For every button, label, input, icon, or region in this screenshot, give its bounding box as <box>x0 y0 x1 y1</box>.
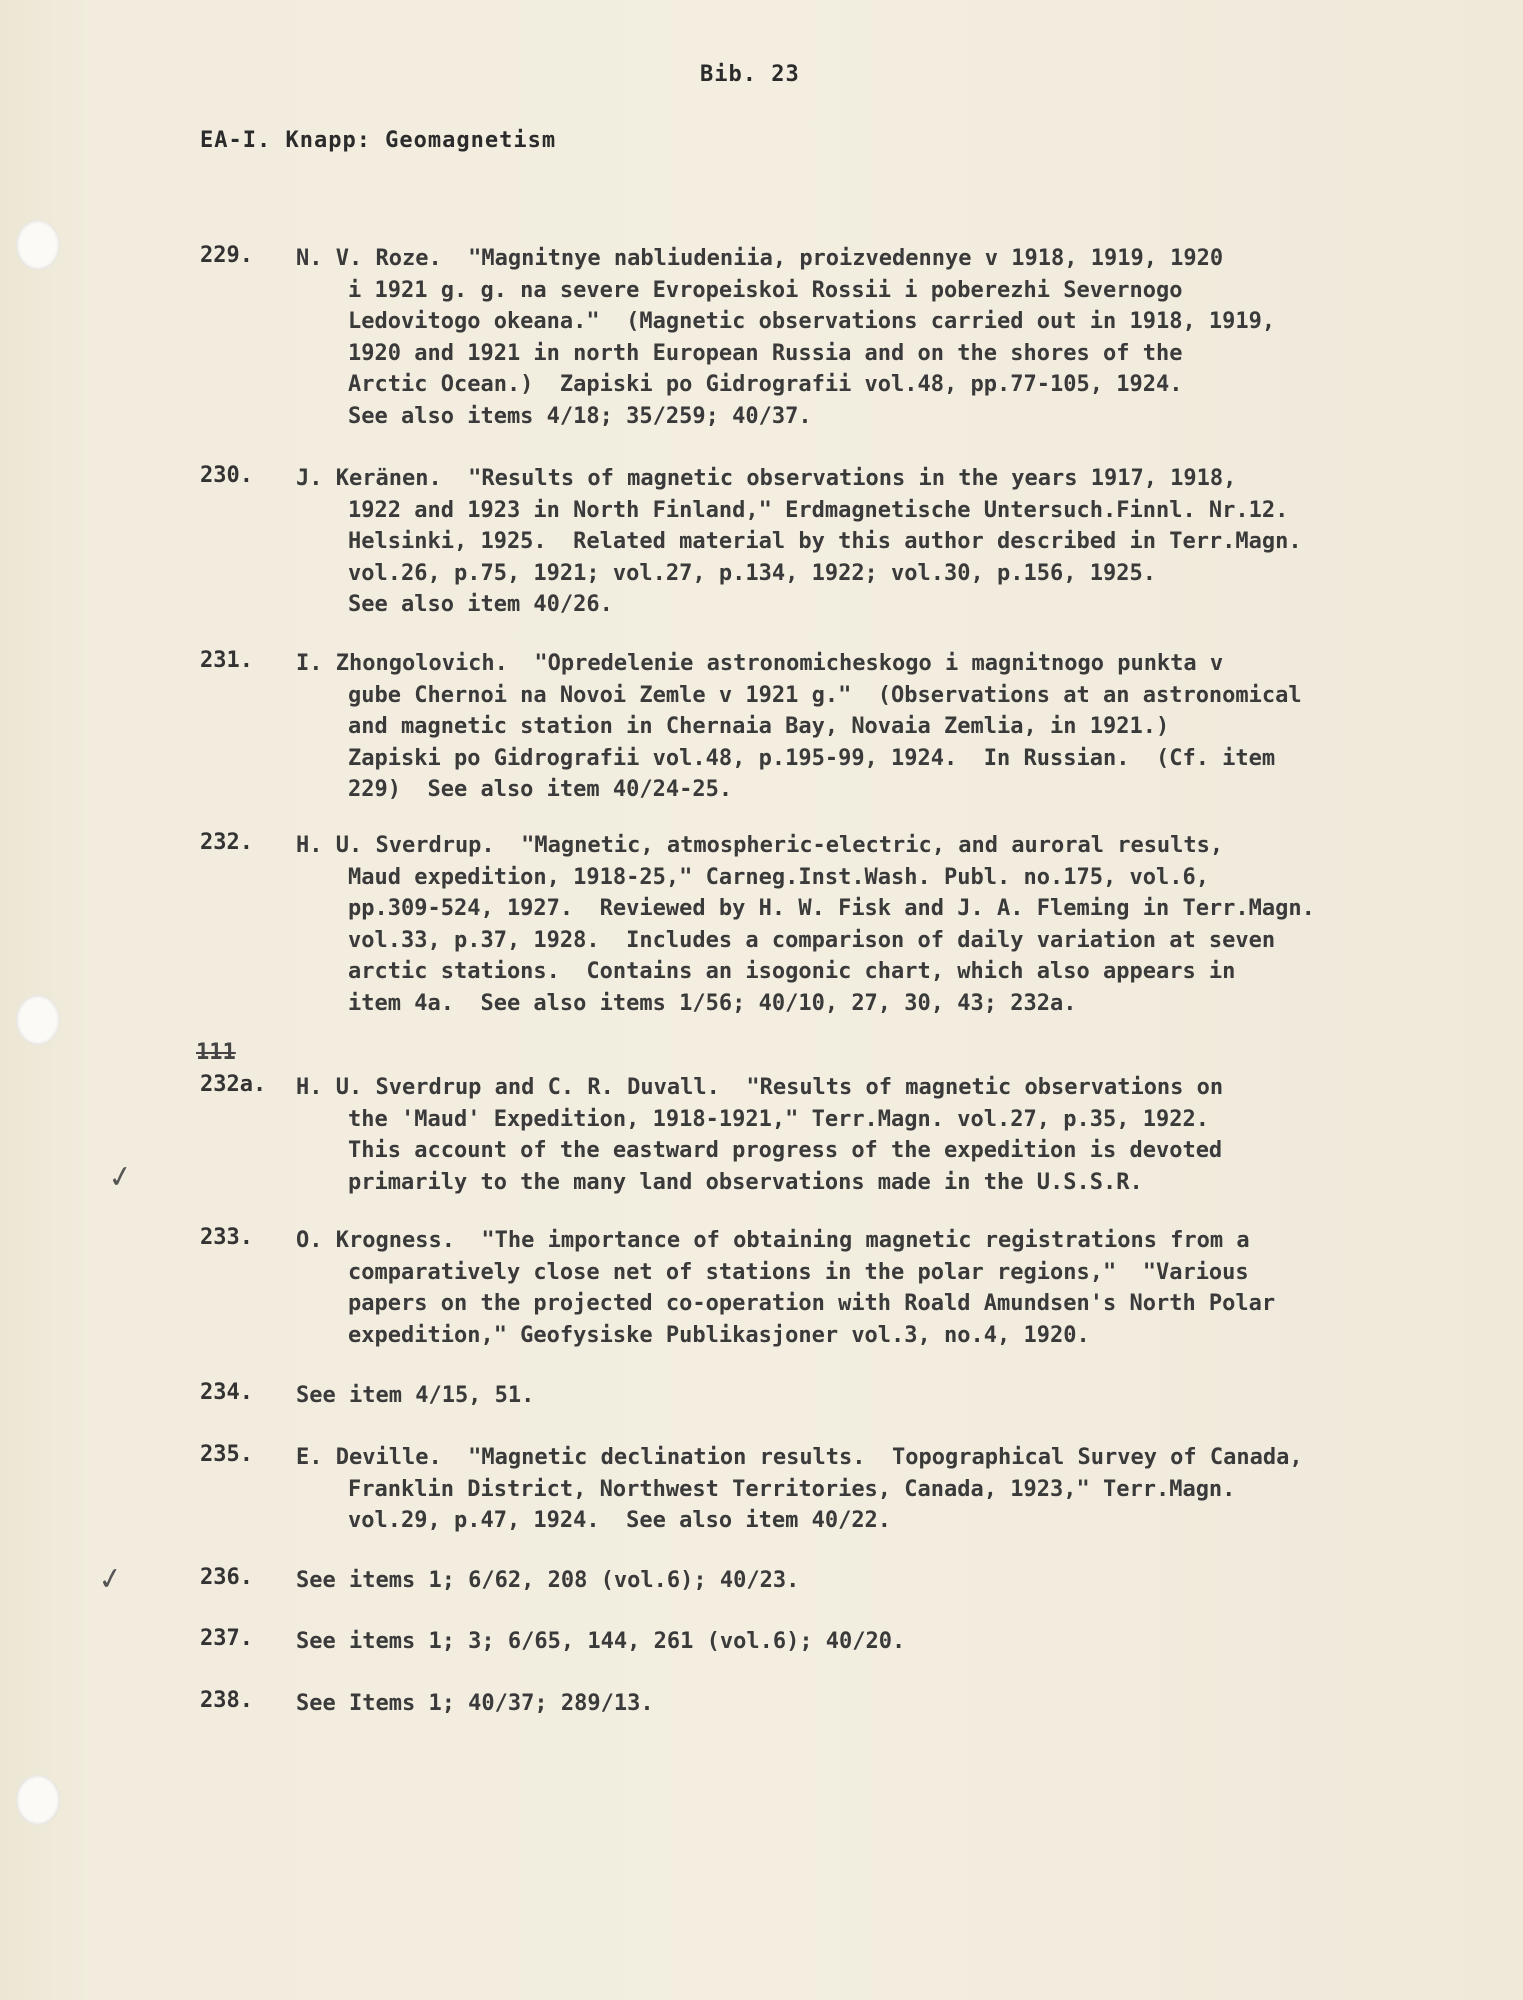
punch-hole <box>16 1775 60 1825</box>
entry-line: 1920 and 1921 in north European Russia and on the shores of the <box>348 340 1183 366</box>
entry-line: See also item 40/26. <box>348 592 613 617</box>
entry-number: 229. <box>200 243 253 268</box>
entry-text <box>296 1225 1458 1351</box>
entry-line: vol.29, p.47, 1924. See also item 40/22. <box>348 1508 892 1533</box>
entry-line: Maud expedition, 1918-25," Carneg.Inst.Wash. Publ. no.175, vol.6, <box>348 864 1209 890</box>
entry-number: 233. <box>200 1225 253 1250</box>
entry-text <box>296 1380 1458 1412</box>
entry-line: vol.26, p.75, 1921; vol.27, p.134, 1922; vol.30, p.156, 1925. <box>348 560 1156 586</box>
entry-text <box>296 1072 1458 1198</box>
entry-text <box>296 830 1458 1019</box>
section-title: EA-I. Knapp: Geomagnetism <box>200 128 557 153</box>
page-reference: Bib. 23 <box>700 62 800 87</box>
entry-line: the 'Maud' Expedition, 1918-1921," Terr.Magn. vol.27, p.35, 1922. <box>348 1106 1209 1132</box>
entry-number: 236. <box>200 1565 253 1590</box>
entry-line: N. V. Roze. "Magnitnye nabliudeniia, proizvedennye v 1918, 1919, 1920 <box>296 246 1224 271</box>
entry-line: O. Krogness. "The importance of obtaining magnetic registrations from a <box>296 1228 1250 1253</box>
entry-line: 229) See also item 40/24-25. <box>348 777 733 802</box>
check-mark-icon: ✓ <box>105 1158 136 1197</box>
entry-line: primarily to the many land observations made in the U.S.S.R. <box>348 1169 1143 1195</box>
entry-number: 238. <box>200 1688 253 1713</box>
entry-line: I. Zhongolovich. "Opredelenie astronomicheskogo i magnitnogo punkta v <box>296 651 1224 676</box>
check-mark-icon: ✓ <box>95 1560 126 1599</box>
entry-line: Ledovitogo okeana." (Magnetic observations carried out in 1918, 1919, <box>348 309 1276 334</box>
entry-number: 237. <box>200 1626 253 1651</box>
entry-line: vol.33, p.37, 1928. Includes a comparison of daily variation at seven <box>348 927 1276 953</box>
entry-text <box>296 243 1458 432</box>
entry-line: Arctic Ocean.) Zapiski po Gidrografii vol.48, pp.77-105, 1924. <box>348 372 1183 397</box>
entry-line: See items 1; 6/62, 208 (vol.6); 40/23. <box>296 1568 800 1593</box>
entry-line: H. U. Sverdrup and C. R. Duvall. "Results of magnetic observations on <box>296 1075 1224 1100</box>
entry-text <box>296 1626 1458 1658</box>
entry-number: 235. <box>200 1442 253 1467</box>
entry-number: 234. <box>200 1380 253 1405</box>
entry-line: J. Keränen. "Results of magnetic observations in the years 1917, 1918, <box>296 466 1237 491</box>
entry-line: Franklin District, Northwest Territories, Canada, 1923," Terr.Magn. <box>348 1476 1236 1502</box>
entry-line: See also items 4/18; 35/259; 40/37. <box>348 403 812 429</box>
entry-line: item 4a. See also items 1/56; 40/10, 27, 30, 43; 232a. <box>348 990 1077 1016</box>
entry-line: i 1921 g. g. na severe Evropeiskoi Rossii i poberezhi Severnogo <box>348 277 1183 303</box>
entry-line: H. U. Sverdrup. "Magnetic, atmospheric-electric, and auroral results, <box>296 833 1224 858</box>
struck-margin-mark: 111 <box>196 1040 236 1065</box>
entry-text <box>296 648 1458 806</box>
entry-line: arctic stations. Contains an isogonic chart, which also appears in <box>348 959 1236 984</box>
entry-line: gube Chernoi na Novoi Zemle v 1921 g." (Observations at an astronomical <box>348 682 1302 708</box>
entry-number: 230. <box>200 463 253 488</box>
entry-line: and magnetic station in Chernaia Bay, Novaia Zemlia, in 1921.) <box>348 714 1170 739</box>
entry-number: 232a. <box>200 1072 267 1097</box>
entry-line: E. Deville. "Magnetic declination results. Topographical Survey of Canada, <box>296 1445 1303 1470</box>
entry-text <box>296 1442 1458 1537</box>
entry-line: Helsinki, 1925. Related material by this author described in Terr.Magn. <box>348 529 1302 554</box>
entry-line: Zapiski po Gidrografii vol.48, p.195-99, 1924. In Russian. (Cf. item <box>348 745 1276 771</box>
punch-hole <box>16 220 60 270</box>
entry-line: See Items 1; 40/37; 289/13. <box>296 1691 654 1716</box>
punch-hole <box>16 995 60 1045</box>
entry-line: 1922 and 1923 in North Finland," Erdmagnetische Untersuch.Finnl. Nr.12. <box>348 497 1289 523</box>
entry-number: 231. <box>200 648 253 673</box>
entry-line: pp.309-524, 1927. Reviewed by H. W. Fisk and J. A. Fleming in Terr.Magn. <box>348 896 1315 921</box>
entry-line: papers on the projected co-operation with Roald Amundsen's North Polar <box>348 1291 1276 1316</box>
entry-line: See item 4/15, 51. <box>296 1383 535 1408</box>
entry-line: This account of the eastward progress of the expedition is devoted <box>348 1138 1223 1163</box>
entry-line: expedition," Geofysiske Publikasjoner vol.3, no.4, 1920. <box>348 1322 1090 1348</box>
entry-line: See items 1; 3; 6/65, 144, 261 (vol.6); 40/20. <box>296 1629 906 1654</box>
entry-line: comparatively close net of stations in the polar regions," "Various <box>348 1259 1249 1285</box>
entry-text <box>296 463 1458 621</box>
entry-text <box>296 1565 1458 1597</box>
entry-number: 232. <box>200 830 253 855</box>
entry-text <box>296 1688 1458 1720</box>
